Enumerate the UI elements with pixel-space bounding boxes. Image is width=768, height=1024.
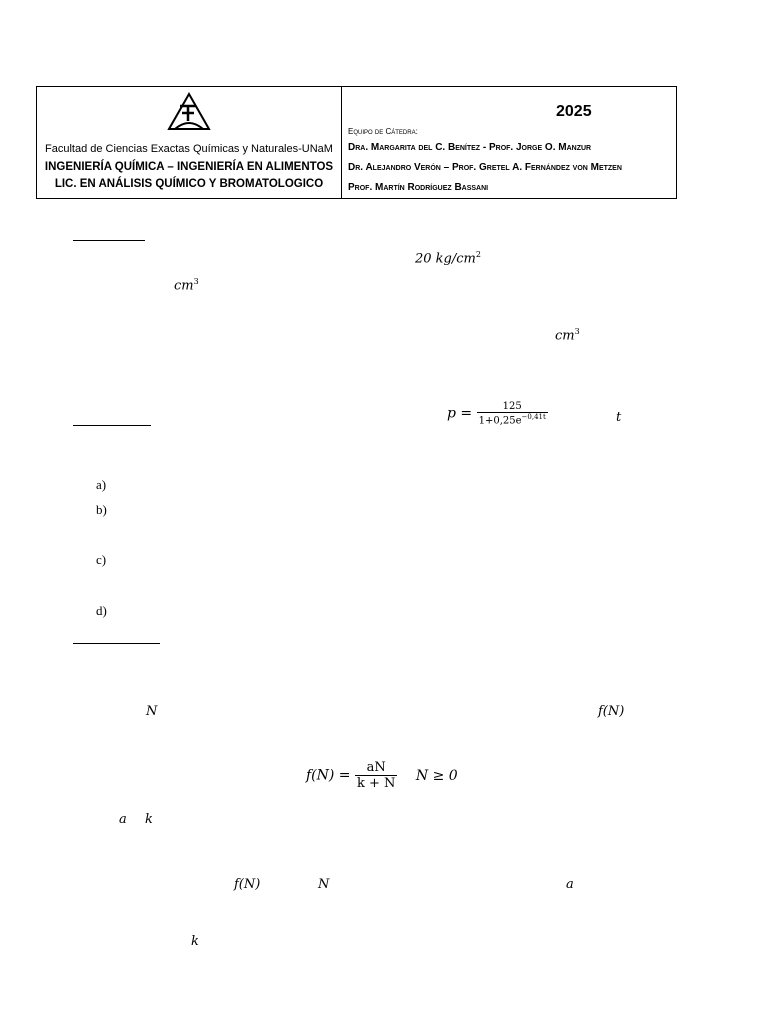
year: 2025 xyxy=(556,103,592,120)
faculty-name: Facultad de Ciencias Exactas Químicas y Naturales-UNaM xyxy=(45,143,333,155)
fN-variable-2: f(N) xyxy=(234,877,261,892)
cm3-unit-2: $cm^3$ xyxy=(555,327,580,344)
item-d: d) xyxy=(96,603,107,618)
logistic-formula: p = $\frac{125}{1+0,25e^{-0,41t}}$ xyxy=(447,401,546,427)
monod-formula: f(N) = $\frac{aN}{k + N}$ N ≥ 0 xyxy=(306,760,458,791)
professors-line-3: Prof. Martín Rodríguez Bassani xyxy=(348,182,489,193)
item-a: a) xyxy=(96,477,107,492)
university-logo xyxy=(163,91,215,133)
degree-line-2: LIC. EN ANÁLISIS QUÍMICO Y BROMATOLOGICO xyxy=(54,178,324,190)
fN-variable: f(N) xyxy=(598,704,625,719)
k-variable-2: k xyxy=(191,934,199,949)
header-table xyxy=(36,86,677,199)
cm3-unit-1: $cm^3$ xyxy=(174,277,199,294)
a-variable: a xyxy=(119,812,127,827)
professors-line-2: Dr. Alejandro Verón – Prof. Gretel A. Fernández von Metzen xyxy=(348,162,622,173)
header-divider xyxy=(341,87,342,198)
exercise-2-underline xyxy=(73,425,151,426)
N-variable: N xyxy=(146,704,158,719)
k-variable: k xyxy=(145,812,153,827)
item-b: b) xyxy=(96,502,107,517)
item-c: c) xyxy=(96,552,107,567)
a-variable-2: a xyxy=(566,877,574,892)
exercise-3-underline xyxy=(73,643,160,644)
N-variable-2: N xyxy=(318,877,330,892)
t-variable: t xyxy=(616,410,622,425)
team-label: Equipo de Cátedra: xyxy=(348,127,418,136)
exercise-1-underline xyxy=(73,240,145,241)
degree-line-1: INGENIERÍA QUÍMICA – INGENIERÍA EN ALIMENTOS xyxy=(44,161,334,173)
pressure-expression: 20 $kg/cm^2$ xyxy=(415,250,481,267)
professors-line-1: Dra. Margarita del C. Benítez - Prof. Jorge O. Manzur xyxy=(348,142,592,153)
